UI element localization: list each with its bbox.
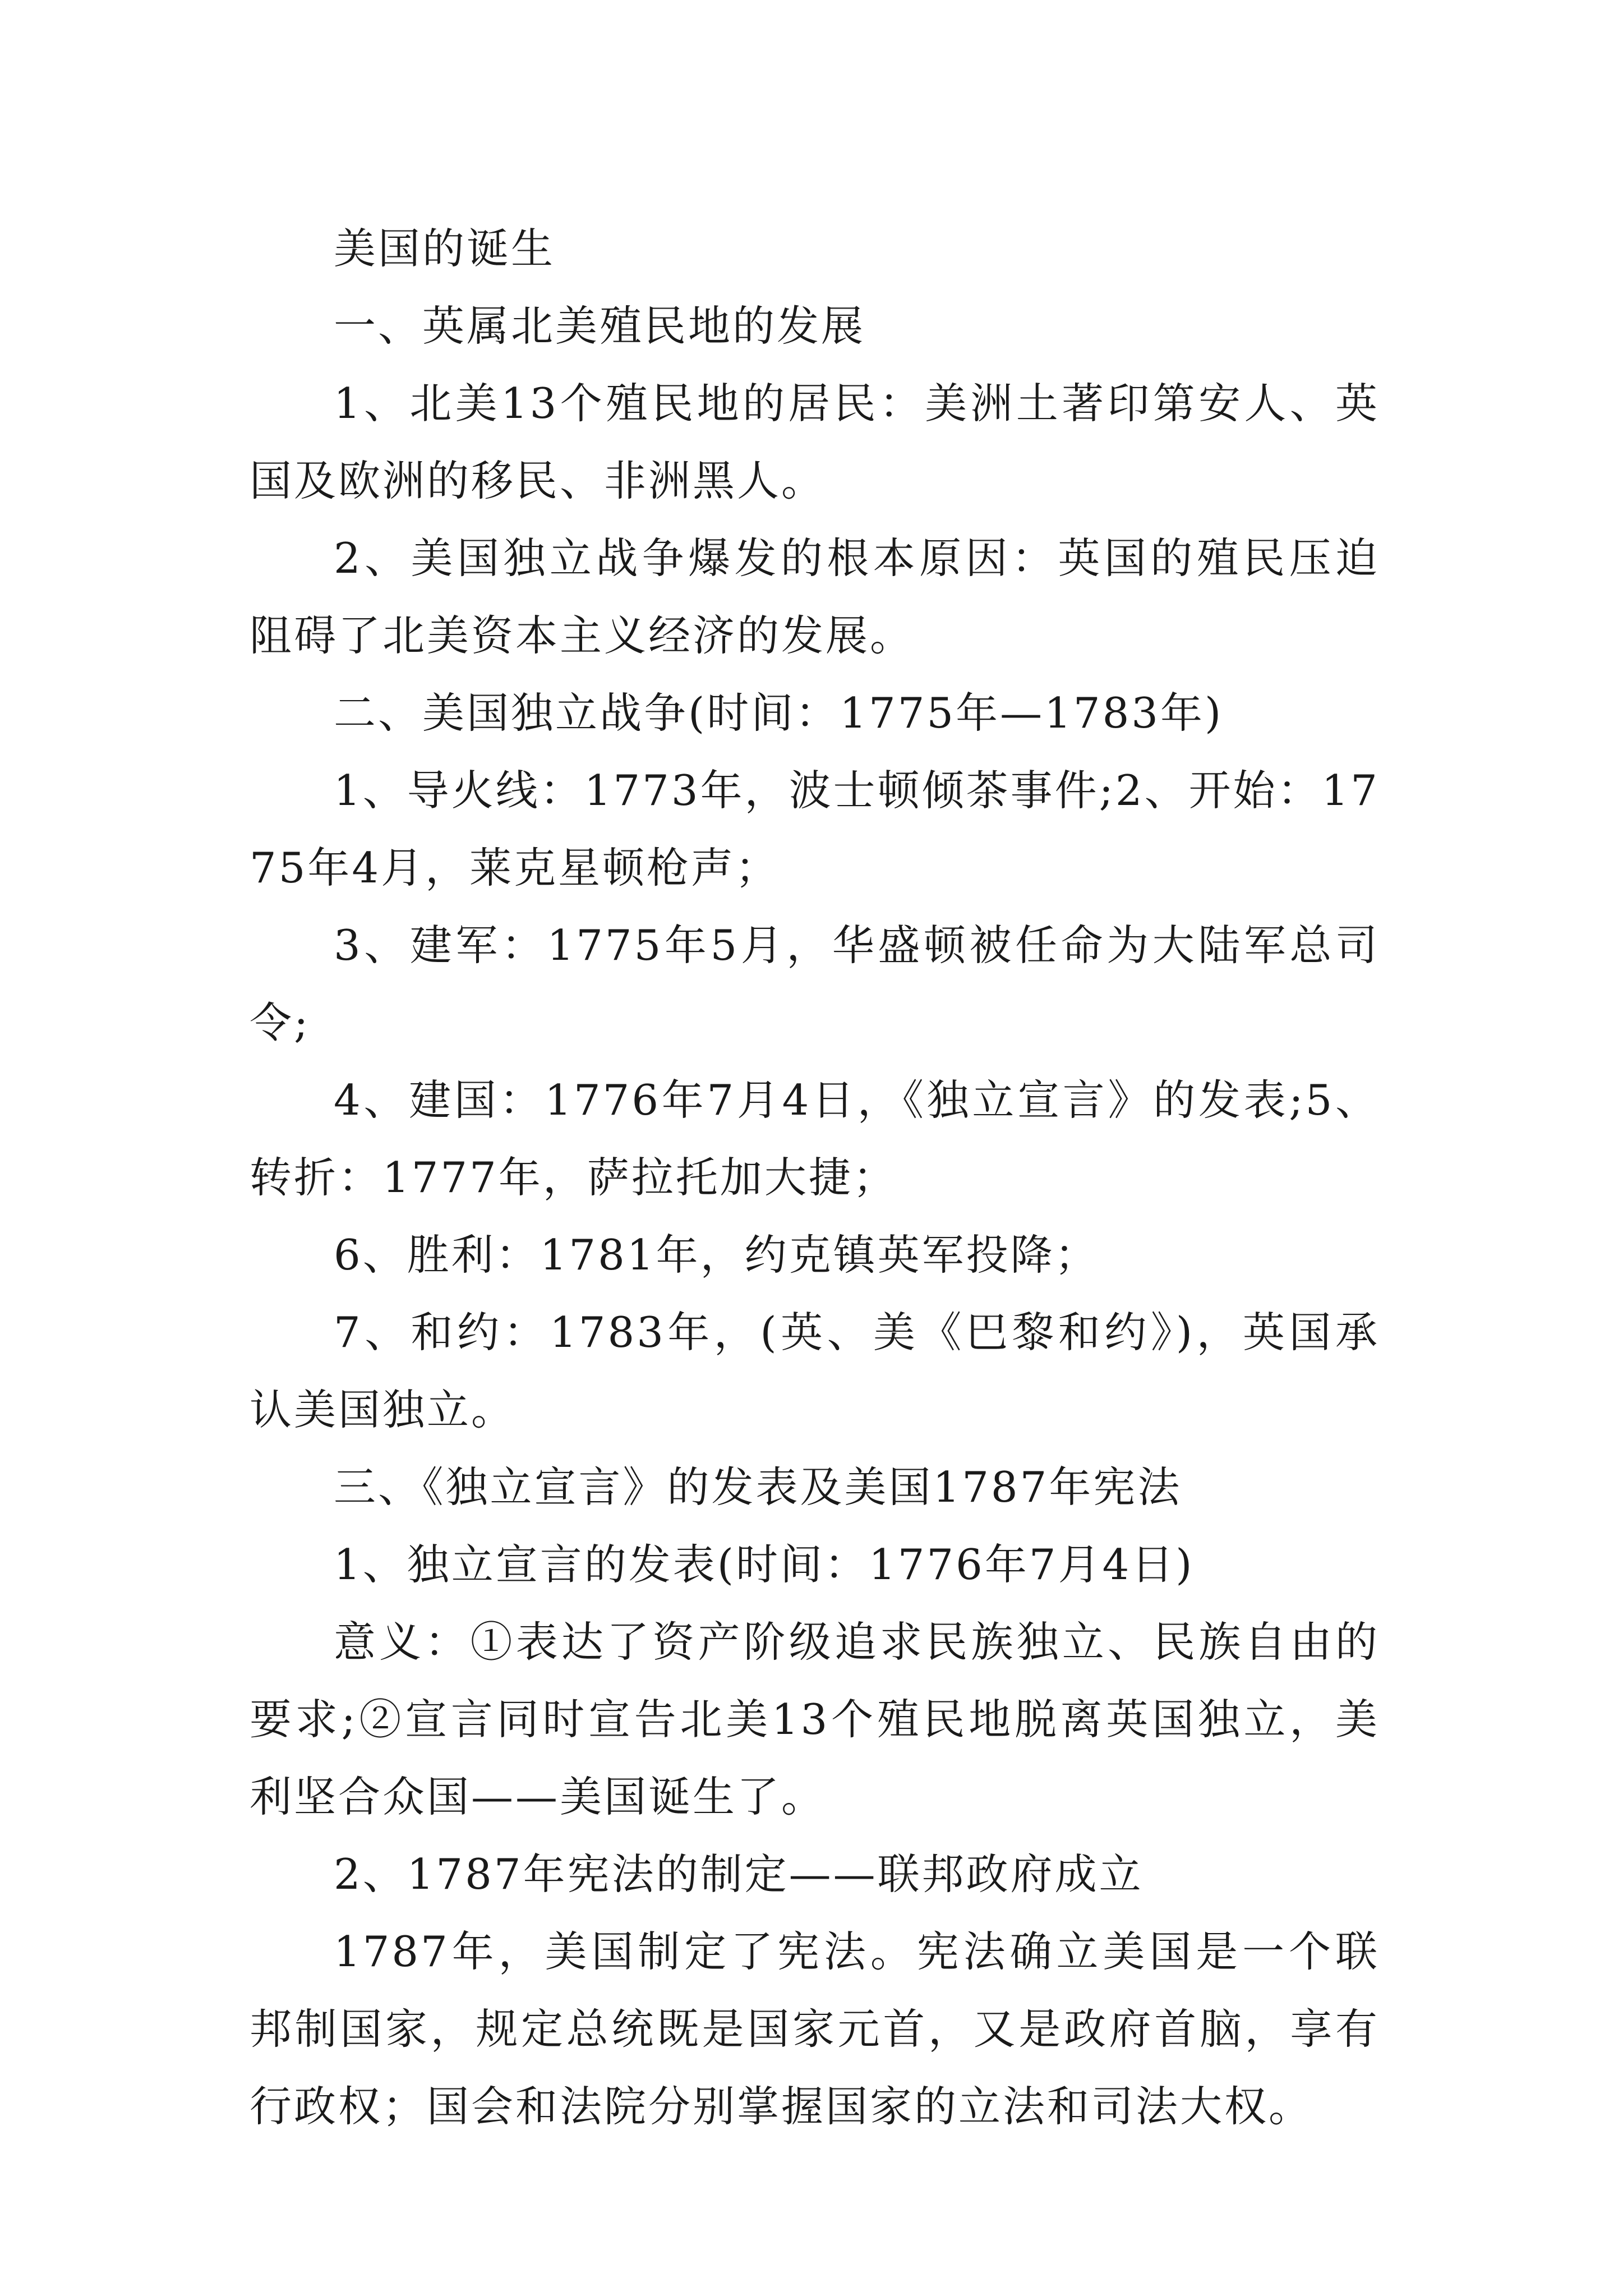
paragraph: 2、1787年宪法的制定——联邦政府成立 <box>334 1849 1144 1899</box>
paragraph: 1、独立宣言的发表(时间：1776年7月4日) <box>334 1540 1195 1589</box>
paragraph: 3、建军：1775年5月，华盛顿被任命为大陆军总司令; <box>250 921 1380 1047</box>
paragraph: 7、和约：1783年，(英、美《巴黎和约》)，英国承认美国独立。 <box>250 1308 1380 1434</box>
paragraph: 意义：①表达了资产阶级追求民族独立、民族自由的要求;②宣言同时宣告北美13个殖民地脱离英国独立，美利坚合众国——美国诞生了。 <box>250 1617 1380 1821</box>
paragraph: 1、导火线：1773年，波士顿倾茶事件;2、开始：1775年4月，莱克星顿枪声； <box>250 766 1380 892</box>
paragraph: 4、建国：1776年7月4日，《独立宣言》的发表;5、转折：1777年，萨拉托加大捷； <box>250 1075 1380 1202</box>
section-heading-2: 二、美国独立战争(时间：1775年—1783年) <box>334 688 1224 738</box>
document-body <box>250 210 1380 2145</box>
section-heading-3: 三、《独立宣言》的发表及美国1787年宪法 <box>334 1462 1182 1512</box>
paragraph: 2、美国独立战争爆发的根本原因：英国的殖民压迫阻碍了北美资本主义经济的发展。 <box>250 533 1380 660</box>
paragraph: 1787年，美国制定了宪法。宪法确立美国是一个联邦制国家，规定总统既是国家元首，又是政府首脑，享有行政权；国会和法院分别掌握国家的立法和司法大权。 <box>250 1927 1380 2131</box>
paragraph: 1、北美13个殖民地的居民：美洲土著印第安人、英国及欧洲的移民、非洲黑人。 <box>250 379 1380 505</box>
document-title: 美国的诞生 <box>334 224 556 273</box>
paragraph: 6、胜利：1781年，约克镇英军投降； <box>334 1230 1099 1280</box>
section-heading-1: 一、英属北美殖民地的发展 <box>334 301 866 351</box>
